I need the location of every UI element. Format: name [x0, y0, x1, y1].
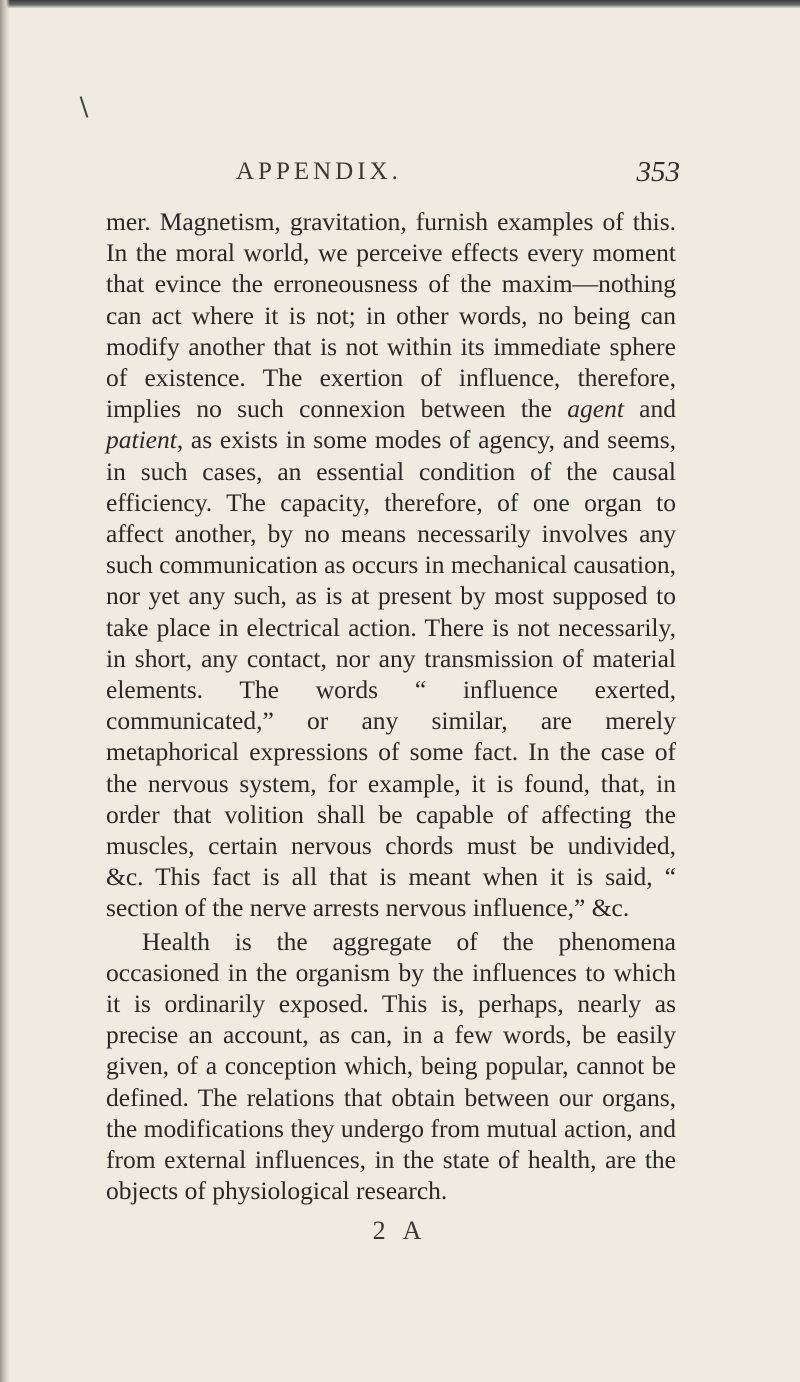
italic-term-agent: agent — [567, 394, 624, 424]
stray-ink-mark — [80, 96, 89, 118]
paragraph-2: Health is the aggregate of the phenomena occasioned in the organism by the influences to which it is ordinarily exposed. This is, perhaps, nearly as precise an account, as can, in a few words, be easily given, of a conception which, being popular, cannot be defined. The relations that obtain between our organs, the modifications they undergo from mutual action, and from external influences, in the state of health, are the objects of physiological research. — [106, 926, 676, 1206]
paragraph-1-text-b: and — [623, 394, 676, 424]
body-text — [106, 206, 676, 1207]
running-head — [120, 158, 680, 198]
italic-term-patient: patient — [106, 425, 177, 455]
page-binding-shadow — [0, 0, 10, 1382]
paragraph-1-text-c: , as exists in some modes of agency, and seems, in such cases, an essential condition of the causal efficiency. The capacity, therefore, of one organ to affect another, by no means necessarily involves any such communication as occurs in mechanical causation, nor yet any such, as is at present by most supposed to take place in electrical action. There is not necessarily, in short, any contact, nor any transmission of material elements. The words “ influence exerted, communicated,” or any similar, are merely metaphorical expressions of some fact. In the case of the nervous system, for example, it is found, that, in order that volition shall be capable of affecting the muscles, certain nervous chords must be undivided, &c. This fact is all that is meant when it is said, “ section of the nerve arrests nervous influence,” &c. — [106, 425, 677, 923]
page-number: 353 — [636, 156, 680, 188]
page-top-edge — [0, 0, 800, 8]
signature-mark: 2 A — [372, 1216, 428, 1245]
running-title: APPENDIX. — [236, 158, 402, 185]
paragraph-1 — [106, 206, 676, 924]
paragraph-1-text-a: mer. Magnetism, gravitation, furnish examples of this. In the moral world, we perceive effects every moment that evince the erroneousness of the maxim—nothing can act where it is not; in other words, no being can modify another that is not within its immediate sphere of existence. The exertion of influence, therefore, implies no such connexion between the — [106, 207, 676, 424]
